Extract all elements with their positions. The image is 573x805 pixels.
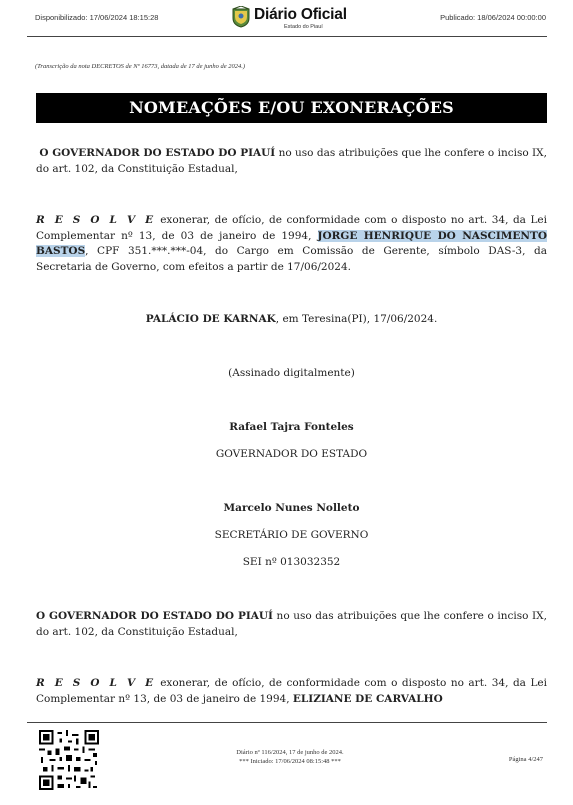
header-divider <box>27 36 547 37</box>
act1-palace: PALÁCIO DE KARNAK <box>145 313 276 325</box>
act1-signed-digitally: (Assinado digitalmente) <box>228 367 355 379</box>
footer-started: *** Iniciado: 17/06/2024 08:15:48 *** <box>239 758 341 765</box>
diario-oficial-logo <box>231 4 351 32</box>
act1-signer1-name: Rafael Tajra Fonteles <box>229 421 354 433</box>
act2-governor: O GOVERNADOR DO ESTADO DO PIAUÍ <box>36 610 273 622</box>
logo-subtitle: Estado do Piauí <box>284 24 323 30</box>
section-banner: NOMEAÇÕES E/OU EXONERAÇÕES <box>36 93 547 123</box>
act1-resolve-text: exonerar, de ofício, de conformidade com o disposto no art. 34, da Lei Complementar nº 13, de 03 de janeiro de 1994, <box>36 214 547 242</box>
act1-governor-rest: no uso das atribuições que lhe confere o inciso IX, do art. 102, da Constituição Estadual, <box>36 147 547 175</box>
act2-resolve-text: exonerar, de ofício, de conformidade com o disposto no art. 34, da Lei Complementar nº 13, de 03 de janeiro de 1994, <box>36 677 547 705</box>
act1-resolve-tail: , CPF 351.***.***-04, do Cargo em Comissão de Gerente, símbolo DAS-3, da Secretaria de Governo, com efeitos a partir de 17/06/2024. <box>36 245 547 273</box>
available-timestamp: Disponibilizado: 17/06/2024 18:15:28 <box>35 13 159 22</box>
act1-preamble <box>36 146 547 177</box>
act1-palace-rest: , em Teresina(PI), 17/06/2024. <box>275 313 438 325</box>
act1-highlighted-name[interactable]: JORGE HENRIQUE DO NASCIMENTO BASTOS <box>36 229 547 257</box>
act1-signer2-name: Marcelo Nunes Nolleto <box>223 502 360 514</box>
act1-signer2-role: SECRETÁRIO DE GOVERNO <box>214 529 369 541</box>
page-header <box>0 0 573 36</box>
act1-resolve-paragraph <box>36 213 547 275</box>
act2-resolve: R E S O L V E <box>36 677 156 689</box>
footer-edition: Diário nº 116/2024, 17 de junho de 2024. <box>236 749 344 756</box>
act1-governor: O GOVERNADOR DO ESTADO DO PIAUÍ <box>39 147 276 159</box>
published-timestamp: Publicado: 18/06/2024 00:00:00 <box>440 13 546 22</box>
act1-signer1-role: GOVERNADOR DO ESTADO <box>215 448 368 460</box>
act1-palace-line <box>36 312 547 327</box>
logo-title: Diário Oficial <box>254 6 347 23</box>
act2-resolve-paragraph <box>36 676 547 707</box>
page-number: Página 4/247 <box>508 756 543 763</box>
act2-preamble <box>36 609 547 640</box>
act1-sei-number: SEI nº 013032352 <box>242 556 341 568</box>
act2-name: ELIZIANE DE CARVALHO <box>292 692 443 705</box>
state-seal-icon <box>231 6 251 28</box>
transcription-note: (Transcrição da nota DECRETOS de Nº 16773, datada de 17 de junho de 2024.) <box>35 63 246 70</box>
act1-resolve: R E S O L V E <box>36 214 156 226</box>
act2-governor-rest: no uso das atribuições que lhe confere o inciso IX, do art. 102, da Constituição Estadual, <box>36 610 547 638</box>
qr-code-icon[interactable] <box>39 730 99 790</box>
footer-divider <box>27 722 547 723</box>
